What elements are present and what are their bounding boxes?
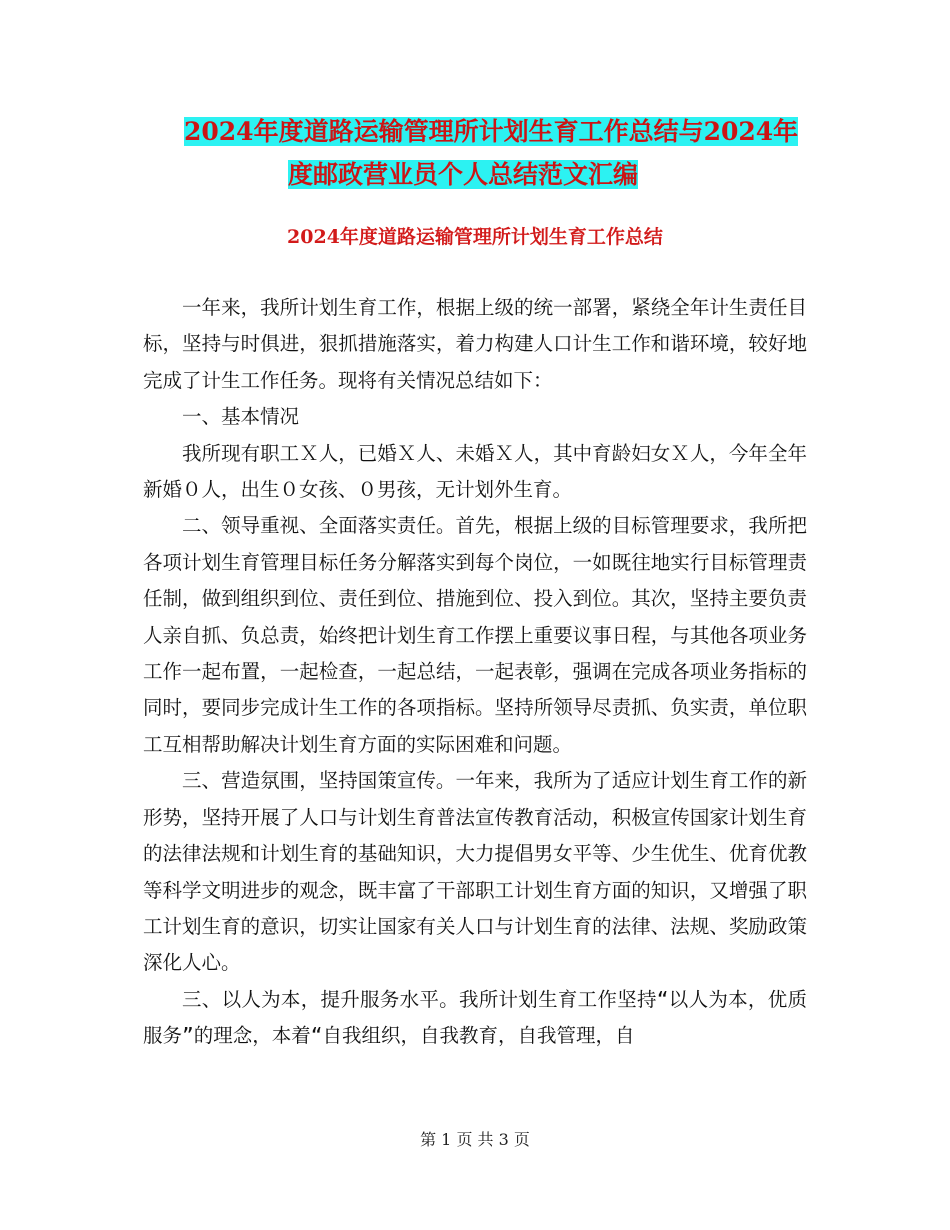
page-footer: 第 1 页 共 3 页 <box>420 1130 530 1149</box>
paragraph-intro: 一年来，我所计划生育工作，根据上级的统一部署，紧绕全年计生责任目标，坚持与时俱进，狠抓措施落实，着力构建人口计生工作和谐环境，较好地完成了计生工作任务。现将有关情况总结如下： <box>143 296 807 392</box>
document-body <box>143 290 807 1055</box>
paragraph-basic-info: 我所现有职工Ｘ人，已婚Ｘ人、未婚Ｘ人，其中育龄妇女Ｘ人，今年全年新婚０人，出生０女孩、０男孩，无计划外生育。 <box>143 441 807 502</box>
section-title: 2024年度道路运输管理所计划生育工作总结 <box>287 226 663 248</box>
document-title <box>140 110 840 196</box>
paragraph-leadership: 二、领导重视、全面落实责任。首先，根据上级的目标管理要求，我所把各项计划生育管理目标任务分解落实到每个岗位，一如既往地实行目标管理责任制，做到组织到位、责任到位、措施到位、投入到位。其次，坚持主要负责人亲自抓、负总责，始终把计划生育工作摆上重要议事日程，与其他各项业务工作一起布置，一起检查，一起总结，一起表彰，强调在完成各项业务指标的同时，要同步完成计生工作的各项指标。坚持所领导尽责抓、负实责，单位职工互相帮助解决计划生育方面的实际困难和问题。 <box>143 514 807 756</box>
title-line-2: 度邮政营业员个人总结范文汇编 <box>288 160 639 189</box>
title-line-1: 2024年度道路运输管理所计划生育工作总结与2024年 <box>184 117 799 146</box>
paragraph-publicity: 三、营造氛围，坚持国策宣传。一年来，我所为了适应计划生育工作的新形势，坚持开展了人口与计划生育普法宣传教育活动，积极宣传国家计划生育的法律法规和计划生育的基础知识，大力提倡男女平等、少生优生、优育优教等科学文明进步的观念，既丰富了干部职工计划生育方面的知识，又增强了职工计划生育的意识，切实让国家有关人口与计划生育的法律、法规、奖励政策深化人心。 <box>143 769 807 975</box>
paragraph-heading-basic: 一、基本情况 <box>182 405 300 429</box>
paragraph-service: 三、以人为本，提升服务水平。我所计划生育工作坚持“以人为本，优质服务”的理念，本着“自我组织，自我教育，自我管理，自 <box>143 987 807 1048</box>
